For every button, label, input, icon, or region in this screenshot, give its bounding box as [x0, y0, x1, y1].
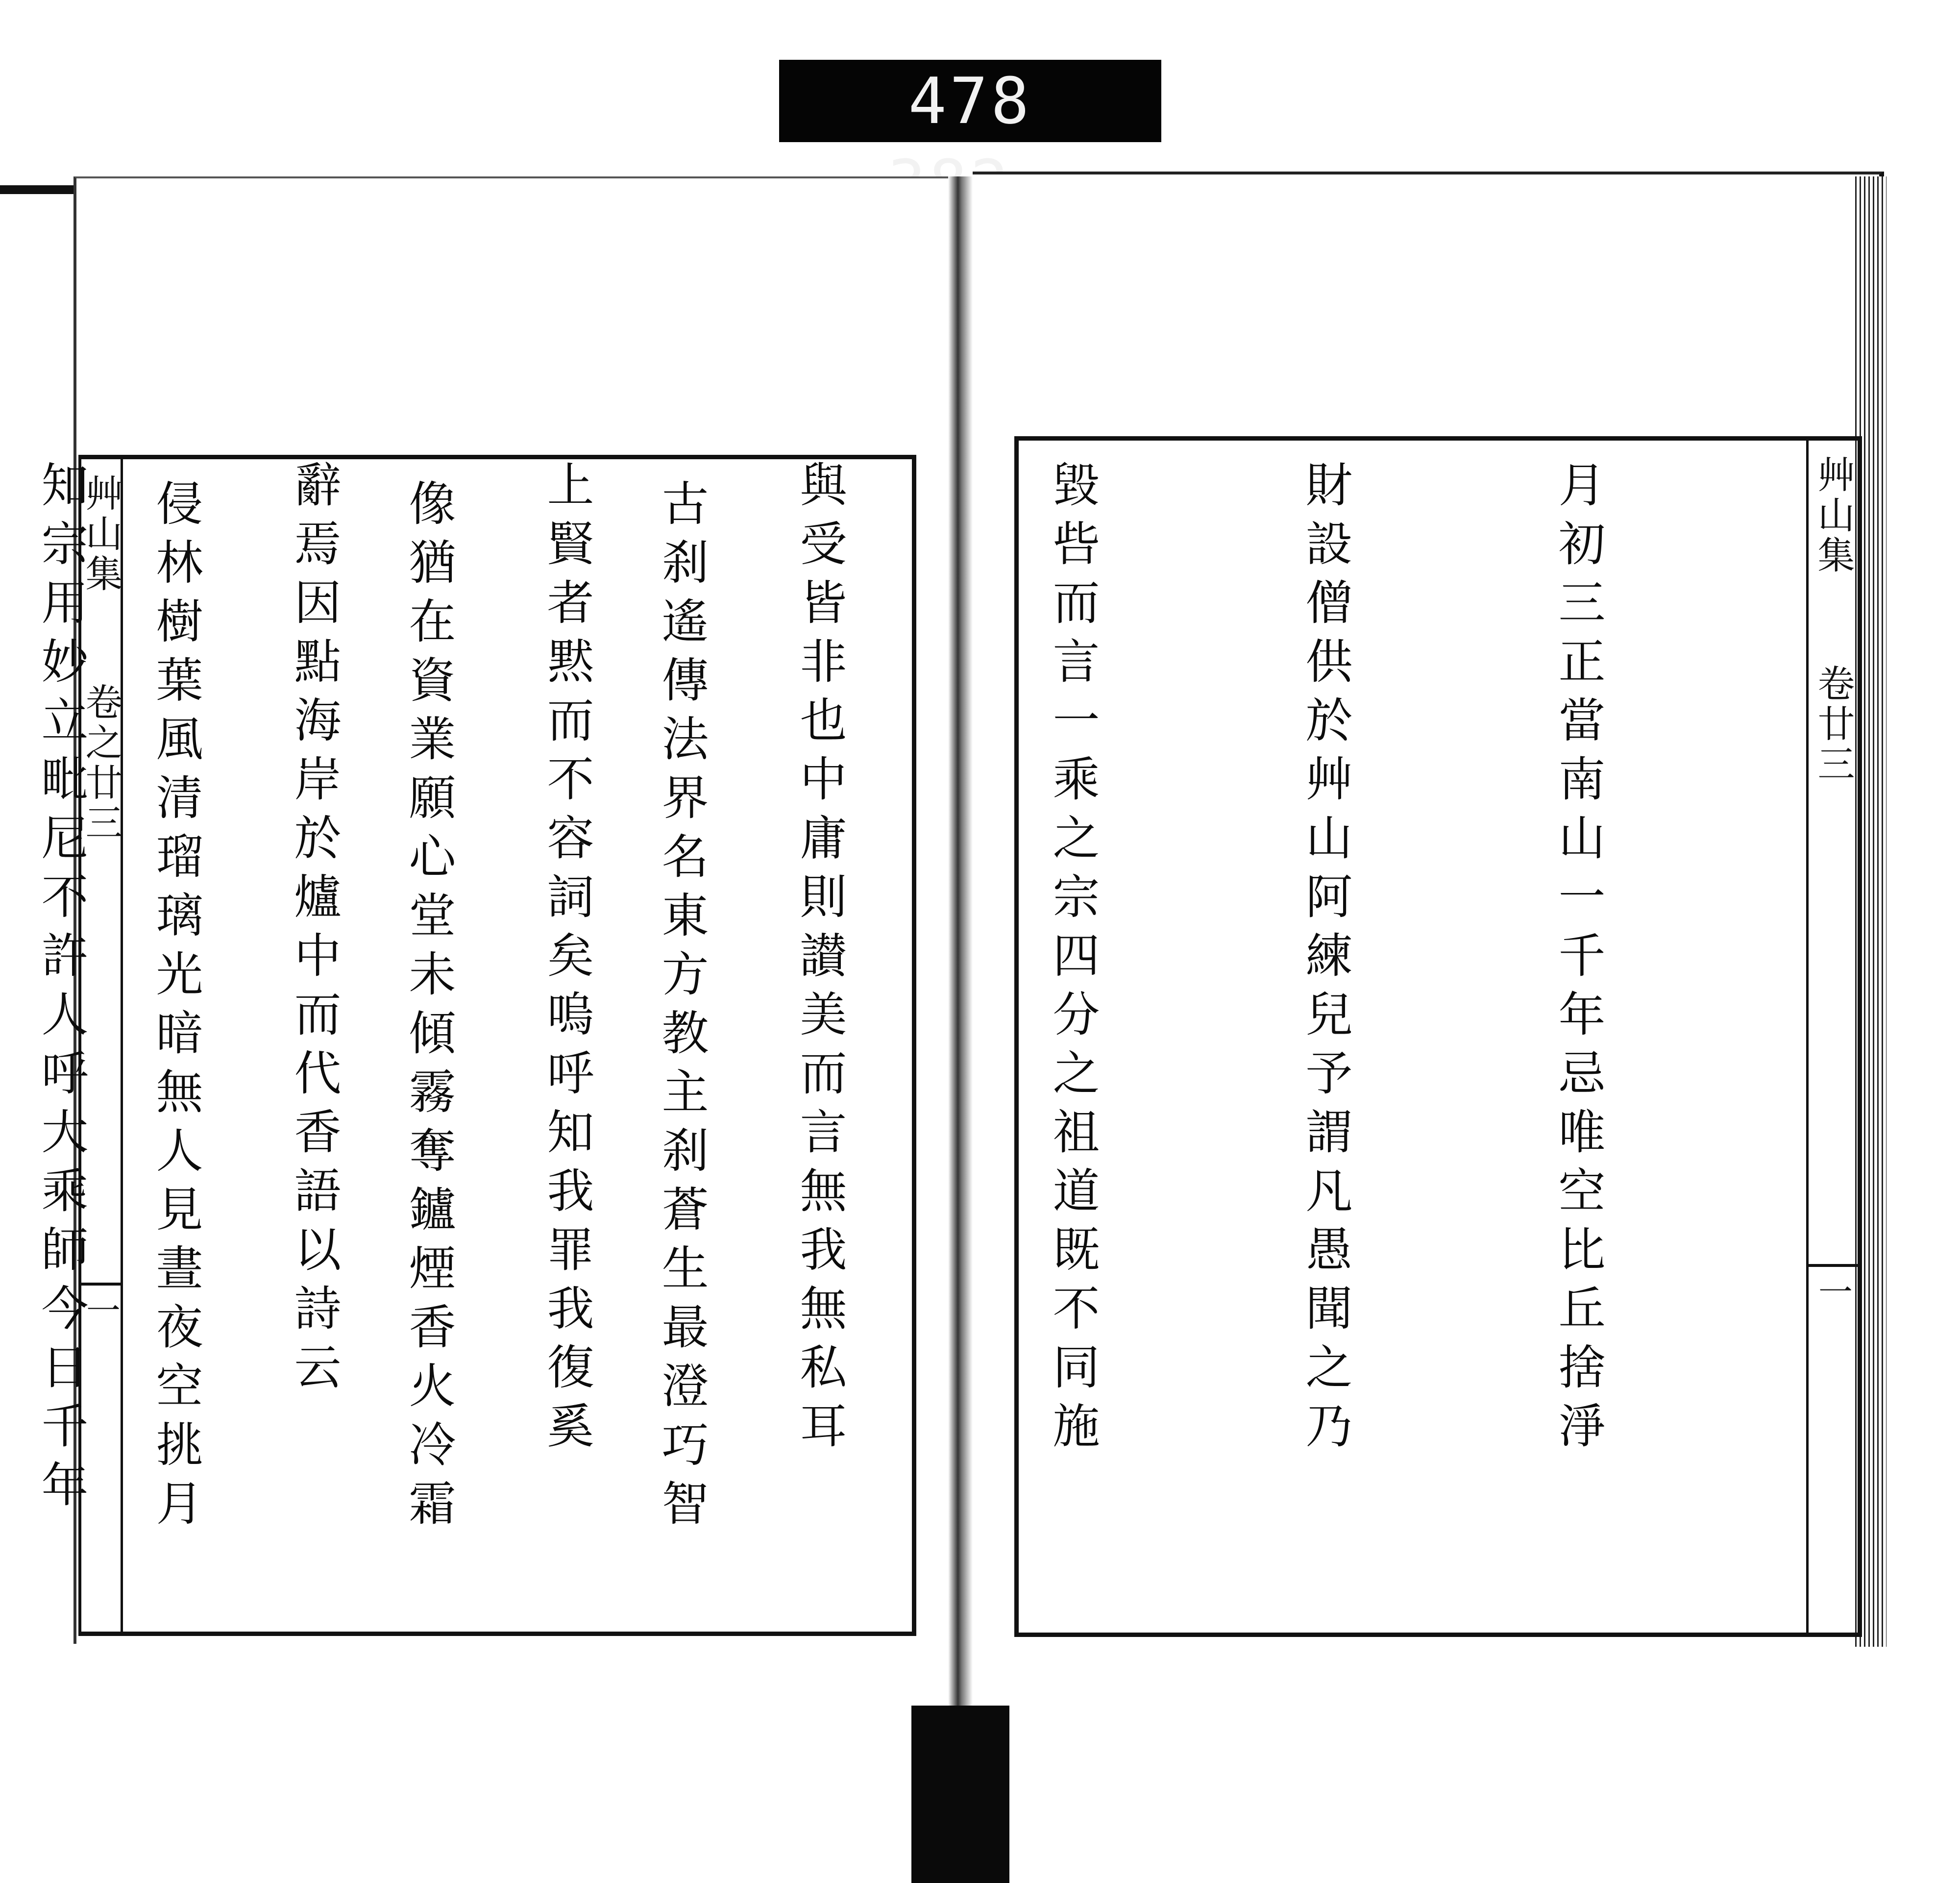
text-line: 毀呰而言一乘之宗四分之祖道既不同施: [1045, 460, 1100, 1460]
left-margin-title-text: 艸山集: [79, 474, 123, 595]
text-line: 月初三正當南山一千年忌唯空比丘捨淨: [1551, 460, 1606, 1460]
text-line: 知宗用妙立毗尼不許人呼大乘師今日千年: [34, 460, 89, 1519]
left-folio-number: 一: [80, 1292, 121, 1327]
text-line: 侵林樹葉風清瑠璃光暗無人見晝夜空挑月: [148, 479, 203, 1537]
text-line: 辭焉因點海岸於爐中而代香語以詩云: [287, 460, 342, 1401]
right-margin-title-text: 艸山集: [1812, 455, 1855, 576]
tassel: [911, 1706, 1009, 1883]
right-margin-volume-text: 卷廿三: [1812, 664, 1855, 785]
book-shadow-line: [0, 185, 83, 194]
archive-counter-label: [779, 60, 1161, 142]
text-line: 與受皆非也中庸則讃美而言無我無私耳: [792, 460, 847, 1460]
text-line: 上賢者黙而不容詞矣嗚呼知我罪我復奚: [539, 460, 594, 1460]
left-margin-volume-text: 卷之廿三: [79, 683, 123, 844]
counter-left-number: 478: [908, 64, 1032, 138]
right-margin-tick: [1809, 1264, 1858, 1267]
text-line: 古刹遙傳法界名東方教主刹蒼生最澄巧智: [654, 479, 709, 1537]
right-folio-number: 一: [1813, 1274, 1853, 1308]
right-margin-title: [1812, 455, 1855, 785]
text-line: 財設僧供於艸山阿練兒予謂凡愚聞之乃: [1298, 460, 1353, 1460]
text-line: 像猶在資業願心堂未傾霧奪鑪煙香火冷霜: [401, 479, 456, 1537]
right-margin-strip: [1806, 441, 1858, 1633]
